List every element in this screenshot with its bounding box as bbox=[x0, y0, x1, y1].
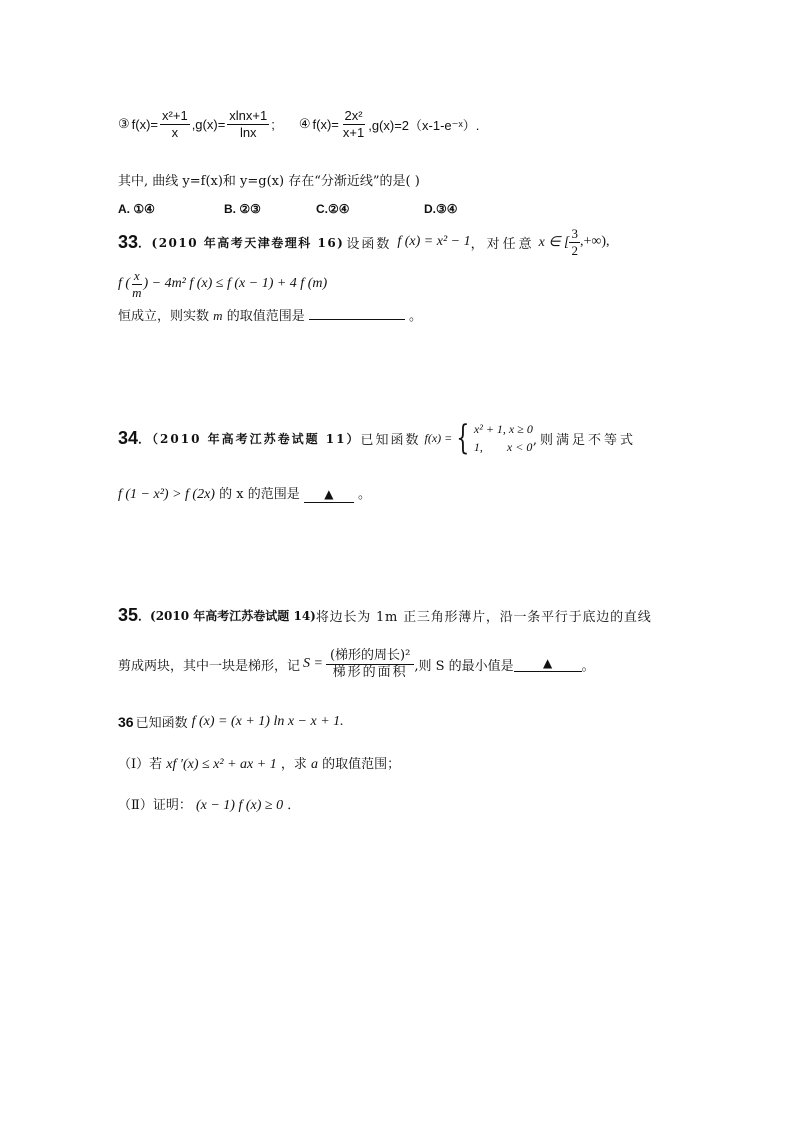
q36-part2-end: ． bbox=[287, 798, 301, 813]
item3-g-prefix: ,g(x)= bbox=[191, 116, 226, 132]
q33-line3-post: 的取值范围是 bbox=[226, 309, 305, 324]
q33-ineq-denominator: m bbox=[132, 284, 142, 300]
q33-intro: 设函数 bbox=[346, 236, 392, 252]
q33-domain-post: ,+∞), bbox=[579, 234, 610, 250]
q33-domain-pre: x ∈ [ bbox=[538, 234, 570, 250]
q35-line1-text: 将边长为 1m 正三角形薄片，沿一条平行于底边的直线 bbox=[315, 610, 652, 625]
item4-f-denominator: x+1 bbox=[342, 124, 365, 140]
q33-line1 bbox=[118, 226, 610, 258]
item3-f-denominator: x bbox=[171, 124, 179, 140]
q32-question: 其中, 曲线 y=f(x)和 y=g(x) 存在“分渐近线”的是( ) bbox=[118, 174, 420, 189]
q34-source: ．（2010 年高考江苏卷试题 11） bbox=[138, 431, 361, 446]
q33-source: ．(2010 年高考天津卷理科 16) bbox=[138, 235, 345, 250]
q35-line2-end: 。 bbox=[581, 658, 595, 674]
item4-g: ,g(x)=2（x-1-e⁻ˣ）. bbox=[368, 117, 480, 133]
q33-cond-text: ，对任意 bbox=[470, 236, 535, 252]
item4-f-fraction bbox=[341, 108, 366, 140]
q32-items-line bbox=[118, 108, 479, 140]
item3-label: ③ bbox=[118, 116, 130, 132]
q34-case2: 1, x < 0 bbox=[473, 440, 533, 454]
q33-ineq-fraction bbox=[130, 268, 143, 300]
item3-g-fraction bbox=[227, 108, 269, 140]
q34-line1 bbox=[118, 420, 636, 456]
q33-domain-fraction bbox=[569, 226, 580, 258]
q34-number: 34 bbox=[118, 427, 139, 448]
q35-denominator: 梯形的面积 bbox=[332, 664, 408, 680]
q36-part1-var: a bbox=[311, 757, 318, 772]
item4-f-prefix: f(x)= bbox=[312, 116, 339, 132]
q36-number: 36 bbox=[118, 713, 134, 730]
item4-f-numerator: 2x² bbox=[344, 108, 363, 123]
q33-func: f (x) = x² − 1 bbox=[397, 234, 471, 250]
q34-tail: ,则满足不等式 bbox=[532, 432, 636, 448]
item3-g-denominator: lnx bbox=[239, 124, 257, 140]
q36-line1 bbox=[118, 712, 344, 731]
q35-s-eq: S = bbox=[303, 656, 323, 672]
left-brace-icon: { bbox=[456, 418, 470, 458]
answer-triangle-icon: ▲ bbox=[324, 487, 334, 501]
option-d: D.③④ bbox=[424, 202, 458, 216]
option-c: C.②④ bbox=[316, 202, 350, 216]
option-a: A. ①④ bbox=[118, 202, 155, 216]
q35-source: ．(2010 年高考江苏卷试题 14) bbox=[138, 609, 316, 623]
q33-line3-var: m bbox=[213, 308, 223, 323]
q33-domain-denominator: 2 bbox=[571, 242, 578, 258]
q36-part1-label: （Ⅰ）若 bbox=[118, 757, 163, 772]
q34-answer-blank[interactable] bbox=[304, 487, 354, 503]
q36-part1-mid: ，求 bbox=[280, 757, 307, 772]
item4-label: ④ bbox=[298, 116, 311, 132]
q34-line2-math: f (1 − x²) > f (2x) bbox=[118, 487, 215, 502]
q36-part2 bbox=[118, 794, 300, 814]
q34-func-lhs: f(x) = bbox=[424, 430, 453, 445]
q36-func: f (x) = (x + 1) ln x − x + 1. bbox=[191, 713, 344, 729]
q33-number: 33 bbox=[118, 231, 139, 252]
q35-number: 35 bbox=[118, 605, 139, 625]
q34-cases bbox=[474, 420, 533, 456]
q33-ineq-numerator: x bbox=[133, 268, 140, 283]
q33-line3-pre: 恒成立，则实数 bbox=[118, 309, 210, 324]
q35-line2 bbox=[118, 648, 595, 680]
q36-part1-end: 的取值范围； bbox=[322, 757, 401, 772]
q35-line2-mid: ,则 S 的最小值是 bbox=[414, 658, 514, 674]
q34-line2 bbox=[118, 483, 371, 503]
q36-part1 bbox=[118, 753, 400, 773]
item3-f-numerator: x²+1 bbox=[162, 108, 188, 123]
option-b: B. ②③ bbox=[224, 202, 261, 216]
q33-ineq-post: ) − 4m² f (x) ≤ f (x − 1) + 4 f (m) bbox=[143, 276, 328, 292]
q33-domain-numerator: 3 bbox=[571, 226, 578, 241]
q35-line2-pre: 剪成两块，其中一块是梯形，记 bbox=[118, 658, 301, 674]
q36-part2-math: (x − 1) f (x) ≥ 0 bbox=[195, 798, 284, 813]
q36-intro: 已知函数 bbox=[135, 716, 188, 731]
item3-f-fraction bbox=[160, 108, 190, 140]
q35-line1 bbox=[118, 605, 652, 626]
q33-inequality bbox=[118, 268, 327, 300]
answer-triangle-icon: ▲ bbox=[543, 656, 553, 671]
q34-case1: x² + 1, x ≥ 0 bbox=[473, 422, 533, 436]
q33-line3 bbox=[118, 305, 422, 324]
item3-g-numerator: xlnx+1 bbox=[229, 108, 268, 123]
q35-answer-blank[interactable] bbox=[514, 656, 582, 672]
q36-part2-label: （Ⅱ）证明： bbox=[118, 798, 192, 813]
q33-ineq-pre: f ( bbox=[118, 276, 131, 292]
q34-line2-end: 。 bbox=[357, 487, 371, 502]
q34-intro: 已知函数 bbox=[360, 432, 421, 448]
q33-answer-blank[interactable] bbox=[309, 306, 405, 320]
q35-numerator: (梯形的周长)² bbox=[326, 648, 414, 665]
q33-line3-end: 。 bbox=[408, 309, 422, 324]
q34-line2-text: 的 x 的范围是 bbox=[219, 487, 300, 502]
q35-fraction bbox=[326, 648, 414, 680]
q32-options bbox=[118, 202, 478, 220]
item3-end: ; bbox=[271, 116, 275, 132]
item3-f-prefix: f(x)= bbox=[131, 116, 159, 132]
q36-part1-math: xf ′(x) ≤ x² + ax + 1 bbox=[166, 757, 277, 772]
